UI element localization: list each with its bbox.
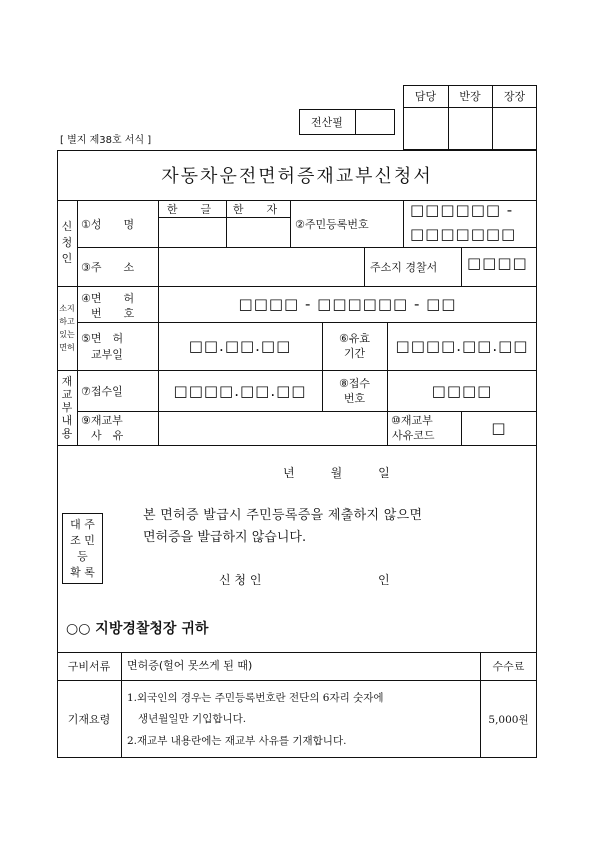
- license-number-label-2: 번 호: [91, 307, 135, 320]
- docs-value: 면허증(헐어 못쓰게 된 때): [127, 659, 253, 672]
- applicant-sign-input[interactable]: [275, 570, 373, 590]
- applicant-sign-label: 신 청 인: [219, 573, 262, 587]
- reason-code-label-2: 사유코드: [392, 429, 435, 442]
- rrn-boxes-back[interactable]: □□□□□□□: [410, 225, 517, 243]
- docs-label: 구비서류: [67, 660, 111, 673]
- issue-date-boxes[interactable]: □□.□□.□□: [188, 337, 292, 355]
- seal-label: 인: [378, 573, 390, 587]
- approval-sign-staff[interactable]: [404, 108, 447, 149]
- reason-code-box[interactable]: □: [491, 419, 507, 437]
- notice-line-2: 면허증을 발급하지 않습니다.: [143, 530, 307, 545]
- address-input[interactable]: [159, 248, 363, 285]
- guide-line-2: 생년월일만 기입합니다.: [138, 713, 247, 725]
- name-hanja-input[interactable]: [227, 218, 289, 246]
- computer-done-check[interactable]: [356, 110, 394, 134]
- license-number-boxes[interactable]: □□□□ - □□□□□□ - □□: [238, 295, 457, 313]
- guide-line-1: 1.외국인의 경우는 주민등록번호란 전단의 6자리 숫자에: [127, 692, 384, 704]
- approval-sign-chief[interactable]: [449, 108, 491, 149]
- reason-code-label-1: ⑩재교부: [391, 414, 433, 427]
- rrn-label: ②주민등록번호: [295, 218, 369, 231]
- approval-header-head: 장장: [503, 90, 526, 103]
- addressee: ○○ 지방경찰청장 귀하: [66, 621, 209, 637]
- license-number-label-1: ④면 허: [81, 292, 135, 305]
- form-title: 자동차운전면허증재교부신청서: [161, 166, 433, 187]
- reason-label-1: ⑨재교부: [81, 414, 123, 427]
- name-hangul-input[interactable]: [159, 218, 225, 246]
- hangul-label: 한 글: [166, 202, 218, 216]
- date-line: 년 월 일: [283, 466, 390, 480]
- notice-line-1: 본 면허증 발급시 주민등록증을 제출하지 않으면: [143, 508, 423, 523]
- police-station-boxes[interactable]: □□□□: [467, 254, 528, 272]
- address-label: ③주 소: [81, 261, 135, 274]
- id-check-label: 대 주 조 민 등 확 록: [70, 517, 95, 579]
- valid-period-boxes[interactable]: □□□□.□□.□□: [395, 337, 529, 355]
- guide-label: 기재요령: [67, 713, 111, 726]
- fee-label: 수수료: [492, 660, 525, 673]
- rrn-boxes-front[interactable]: □□□□□□ -: [410, 201, 514, 219]
- reissue-group-label: 재 교 부 내 용: [61, 375, 73, 440]
- receipt-number-boxes[interactable]: □□□□: [431, 381, 493, 400]
- name-label: ①성 명: [81, 218, 135, 231]
- approval-sign-head[interactable]: [493, 108, 536, 149]
- applicant-group-label: 신 청 인: [61, 220, 73, 265]
- reason-label-2: 사 유: [91, 429, 124, 442]
- police-station-label: 주소지 경찰서: [370, 261, 438, 274]
- receipt-number-label: ⑧접수 번호: [338, 376, 371, 405]
- reason-input[interactable]: [159, 412, 386, 444]
- fee-value: 5,000원: [488, 713, 529, 726]
- license-group-label: 소지 하고 있는 면허: [59, 304, 75, 352]
- issue-date-label-2: 교부일: [91, 348, 123, 361]
- receipt-date-boxes[interactable]: □□□□.□□.□□: [173, 381, 307, 400]
- approval-header-chief: 반장: [459, 90, 481, 103]
- approval-header-staff: 담당: [414, 90, 437, 103]
- valid-period-label: ⑥유효 기간: [338, 332, 371, 360]
- form-number: [ 별지 제38호 서식 ]: [60, 135, 152, 146]
- receipt-date-label: ⑦접수일: [81, 385, 123, 398]
- guide-line-3: 2.재교부 내용란에는 재교부 사유를 기재합니다.: [127, 735, 347, 747]
- issue-date-label-1: ⑤면 허: [81, 332, 124, 345]
- hanja-label: 한 자: [232, 202, 284, 216]
- computer-done-label: 전산필: [311, 116, 343, 129]
